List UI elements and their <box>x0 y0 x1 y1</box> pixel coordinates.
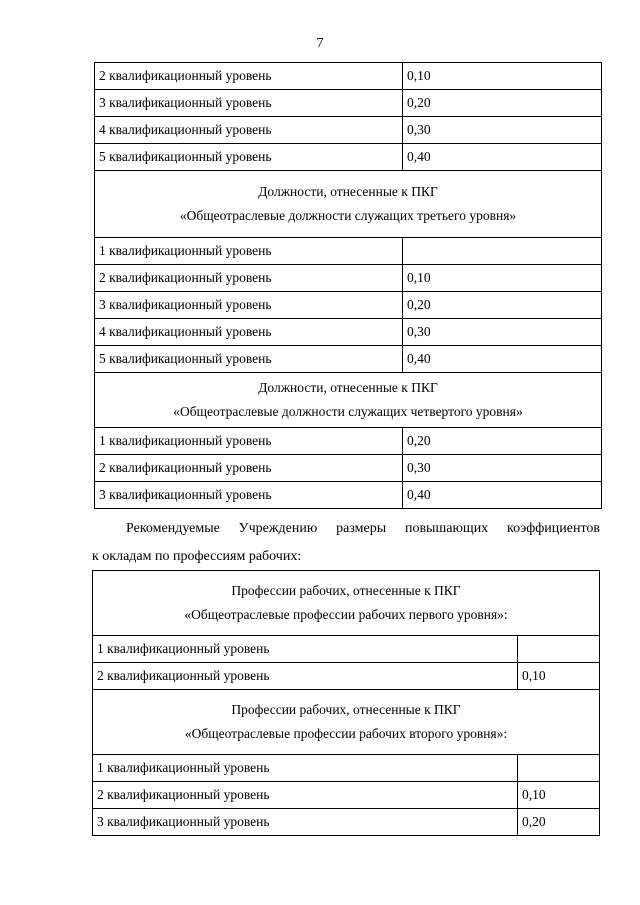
officials-coefficients-table <box>94 62 602 509</box>
coefficient-value: 0,10 <box>403 63 602 90</box>
coefficient-value: 0,40 <box>403 482 602 509</box>
workers-intro-paragraph <box>92 515 600 571</box>
group-header-workers-first-level <box>93 571 600 636</box>
group-header-fourth-level <box>95 373 602 428</box>
group-header-row <box>95 373 602 428</box>
level-label: 2 квалификационный уровень <box>95 265 403 292</box>
coefficient-value <box>518 755 600 782</box>
table-row <box>95 346 602 373</box>
table-row <box>95 117 602 144</box>
level-label: 2 квалификационный уровень <box>95 63 403 90</box>
page-number: 7 <box>316 36 324 51</box>
coefficient-value: 0,10 <box>403 265 602 292</box>
level-label: 3 квалификационный уровень <box>95 292 403 319</box>
level-label: 5 квалификационный уровень <box>95 346 403 373</box>
coefficient-value: 0,20 <box>403 90 602 117</box>
level-label: 1 квалификационный уровень <box>95 238 403 265</box>
group-title-line1: Должности, отнесенные к ПКГ <box>258 184 438 199</box>
table-row <box>93 636 600 663</box>
group-header-row <box>93 571 600 636</box>
level-label: 2 квалификационный уровень <box>95 455 403 482</box>
coefficient-value <box>403 238 602 265</box>
coefficient-value: 0,30 <box>403 455 602 482</box>
workers-coefficients-table <box>92 570 600 836</box>
coefficient-value <box>518 636 600 663</box>
table-row <box>95 90 602 117</box>
table-row <box>95 319 602 346</box>
level-label: 2 квалификационный уровень <box>93 782 518 809</box>
level-label: 3 квалификационный уровень <box>95 90 403 117</box>
table-row <box>95 292 602 319</box>
group-header-third-level <box>95 171 602 238</box>
table-row <box>93 663 600 690</box>
coefficient-value: 0,10 <box>518 663 600 690</box>
level-label: 4 квалификационный уровень <box>95 319 403 346</box>
table-row <box>95 265 602 292</box>
coefficient-value: 0,40 <box>403 346 602 373</box>
table-row <box>95 63 602 90</box>
coefficient-value: 0,10 <box>518 782 600 809</box>
coefficient-value: 0,20 <box>403 292 602 319</box>
coefficient-value: 0,30 <box>403 319 602 346</box>
paragraph-line1: Рекомендуемые Учреждению размеры повышающих коэффициентов <box>126 521 600 536</box>
paragraph-line2: к окладам по профессиям рабочих: <box>92 549 302 564</box>
coefficient-value: 0,20 <box>518 809 600 836</box>
group-title-line2: «Общеотраслевые профессии рабочих первого уровня»: <box>184 607 508 622</box>
level-label: 1 квалификационный уровень <box>95 428 403 455</box>
group-title-line1: Профессии рабочих, отнесенные к ПКГ <box>231 702 461 717</box>
table-row <box>95 238 602 265</box>
table-row <box>93 809 600 836</box>
coefficient-value: 0,20 <box>403 428 602 455</box>
table-row <box>93 755 600 782</box>
group-header-row <box>95 171 602 238</box>
group-header-row <box>93 690 600 755</box>
level-label: 1 квалификационный уровень <box>93 755 518 782</box>
group-title-line2: «Общеотраслевые должности служащих четвертого уровня» <box>173 404 523 419</box>
group-title-line1: Профессии рабочих, отнесенные к ПКГ <box>231 583 461 598</box>
coefficient-value: 0,40 <box>403 144 602 171</box>
level-label: 2 квалификационный уровень <box>93 663 518 690</box>
level-label: 3 квалификационный уровень <box>95 482 403 509</box>
level-label: 5 квалификационный уровень <box>95 144 403 171</box>
group-title-line2: «Общеотраслевые должности служащих третьего уровня» <box>179 208 517 223</box>
coefficient-value: 0,30 <box>403 117 602 144</box>
level-label: 1 квалификационный уровень <box>93 636 518 663</box>
group-title-line1: Должности, отнесенные к ПКГ <box>258 380 438 395</box>
level-label: 3 квалификационный уровень <box>93 809 518 836</box>
table-row <box>95 428 602 455</box>
table-row <box>93 782 600 809</box>
table-row <box>95 455 602 482</box>
level-label: 4 квалификационный уровень <box>95 117 403 144</box>
group-header-workers-second-level <box>93 690 600 755</box>
table-row <box>95 482 602 509</box>
group-title-line2: «Общеотраслевые профессии рабочих второго уровня»: <box>184 726 508 741</box>
table-row <box>95 144 602 171</box>
